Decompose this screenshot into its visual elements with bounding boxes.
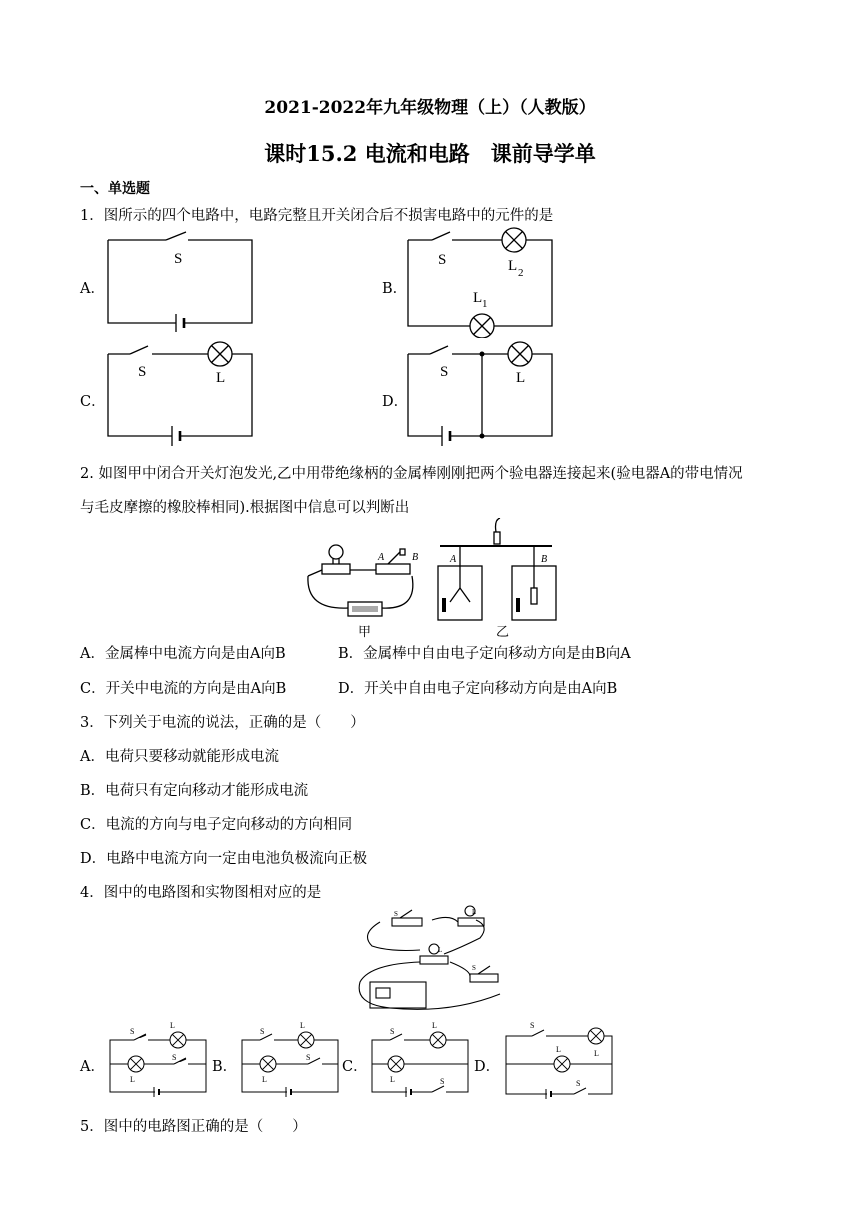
q4-option-d-label: D． [474, 1059, 501, 1075]
q1a-s-label: S [174, 251, 183, 267]
q2-figure [300, 518, 560, 642]
q2-option-a: A．金属棒中电流方向是由A向B [80, 646, 286, 662]
q1-option-b-label: B． [382, 281, 408, 297]
q1-circuit-d [400, 338, 560, 446]
q4-option-b-label: B． [212, 1059, 238, 1075]
q1d-l-label: L [516, 370, 526, 386]
q4-fig-l1: L [438, 946, 443, 954]
q4a-l1: L [170, 1021, 175, 1030]
q2-option-c: C．开关中电流的方向是由A向B [80, 681, 287, 697]
q4-fig-l2: L [472, 908, 477, 916]
q4-stem: 4．图中的电路图和实物图相对应的是 [80, 885, 322, 901]
q1-circuit-c [100, 338, 260, 446]
q4-circuit-c [360, 1020, 480, 1102]
q4a-s1: S [172, 1053, 177, 1062]
q2-electroscope-a-label: A [450, 554, 457, 565]
q4-circuit-b [230, 1020, 350, 1102]
q1-option-d-label: D． [382, 394, 409, 410]
q4a-l2: L [130, 1075, 135, 1084]
q4a-s2: S [130, 1027, 135, 1036]
q1d-s-label: S [440, 364, 449, 380]
q1b-s-label: S [438, 252, 447, 268]
q4-fig-s2: S [394, 910, 398, 918]
q4b-l1: L [300, 1021, 305, 1030]
q4c-s1: S [390, 1027, 395, 1036]
q4b-s2: S [306, 1053, 311, 1062]
q4c-l2: L [390, 1075, 395, 1084]
q1c-l-label: L [216, 370, 226, 386]
q4c-s2: S [440, 1077, 445, 1086]
q1-option-a-label: A． [80, 281, 105, 297]
q1b-l2-label: L [508, 258, 518, 274]
q2-stem-line2: 与毛皮摩擦的橡胶棒相同).根据图中信息可以判断出 [80, 500, 410, 516]
q1b-l1-sub: 1 [482, 298, 488, 310]
q4d-l2: L [594, 1049, 599, 1058]
lesson-title: 课时15.2 电流和电路 课前导学单 [264, 141, 596, 166]
q4d-l1: L [556, 1045, 561, 1054]
q2-option-d: D．开关中自由电子定向移动方向是由A向B [338, 681, 618, 697]
q3-option-b: B．电荷只有定向移动才能形成电流 [80, 783, 309, 799]
q2-yi-label: 乙 [496, 624, 510, 639]
q2-fig-a-label: A [378, 552, 385, 563]
section-heading: 一、单选题 [80, 181, 150, 197]
q2-jia-label: 甲 [358, 624, 372, 639]
q4d-s1: S [576, 1079, 581, 1088]
q1c-s-label: S [138, 364, 147, 380]
q4d-s2: S [530, 1021, 535, 1030]
q3-option-c: C．电流的方向与电子定向移动的方向相同 [80, 817, 353, 833]
q4-physical-figure [350, 904, 520, 1016]
q1b-l1-label: L [473, 290, 483, 306]
q4-option-a-label: A． [80, 1059, 105, 1075]
q2-stem-line1: 2. 如图甲中闭合开关灯泡发光,乙中用带绝缘柄的金属棒刚刚把两个验电器连接起来(验电器A的带电情况 [80, 466, 743, 482]
q3-option-d: D．电路中电流方向一定由电池负极流向正极 [80, 851, 368, 867]
q4b-l2: L [262, 1075, 267, 1084]
q4-option-c-label: C． [342, 1059, 368, 1075]
q4-circuit-d [494, 1012, 620, 1102]
q5-stem: 5．图中的电路图正确的是（ ） [80, 1119, 307, 1135]
q1-stem: 1．图所示的四个电路中，电路完整且开关闭合后不损害电路中的元件的是 [80, 208, 554, 224]
q4-fig-s1: S [472, 964, 476, 972]
document-title: 2021-2022年九年级物理（上）（人教版） [264, 98, 596, 118]
q1-circuit-a [100, 228, 270, 336]
q2-electroscope-b-label: B [541, 554, 548, 565]
q2-fig-b-label: B [412, 552, 419, 563]
q4-circuit-a [98, 1020, 218, 1102]
q1-option-c-label: C． [80, 394, 106, 410]
q1b-l2-sub: 2 [518, 267, 524, 279]
q1-circuit-b [400, 226, 560, 338]
q3-option-a: A．电荷只要移动就能形成电流 [80, 749, 279, 765]
q2-option-b: B．金属棒中自由电子定向移动方向是由B向A [338, 646, 631, 662]
q3-stem: 3．下列关于电流的说法，正确的是（ ） [80, 715, 365, 731]
q4b-s1: S [260, 1027, 265, 1036]
q4c-l1: L [432, 1021, 437, 1030]
